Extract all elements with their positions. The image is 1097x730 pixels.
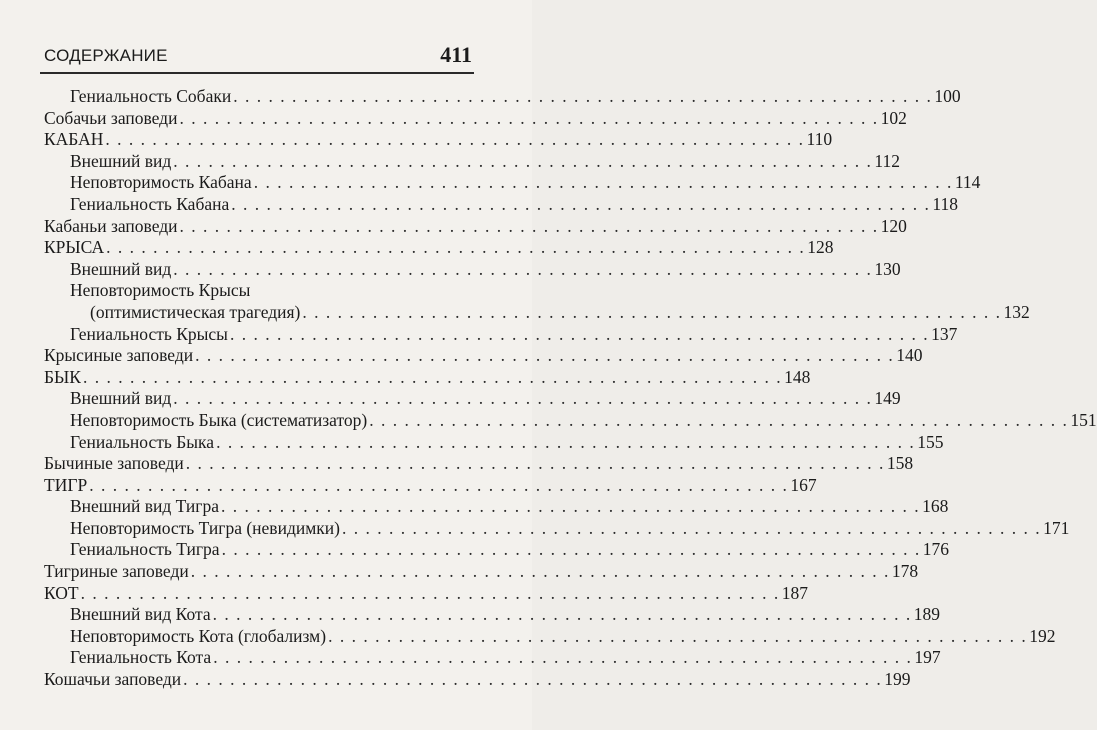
toc-entry-title: Кошачьи заповеди [44,669,182,690]
toc-entry-title: (оптимистическая трагедия) [90,301,301,322]
toc-entry-title: Гениальность Собаки [70,86,232,106]
dot-leader: . . . . . . . . . . . . . . . . . . . . . . . . . . . . . . . . . . . . . . . . . . . . . . . . . . . . . . . . . . . . [212,604,912,625]
dot-leader: . . . . . . . . . . . . . . . . . . . . . . . . . . . . . . . . . . . . . . . . . . . . . . . . . . . . . . . . . . . . [216,431,916,452]
toc-entry-title: Собачьи заповеди [44,107,178,128]
toc-entry-title: КРЫСА [44,237,105,258]
dot-leader: . . . . . . . . . . . . . . . . . . . . . . . . . . . . . . . . . . . . . . . . . . . . . . . . . . . . . . . . . . . . [253,172,953,193]
toc-entry-title: Неповторимость Быка (систематизатор) [70,409,368,430]
toc-entry-title: Гениальность Крысы [70,323,228,344]
toc-entry-page: 151 [1070,409,1097,430]
toc-entry [44,647,941,669]
dot-leader: . . . . . . . . . . . . . . . . . . . . . . . . . . . . . . . . . . . . . . . . . . . . . . . . . . . . . . . . . . . . [328,625,1028,646]
toc-entry-page: 100 [934,86,961,106]
dot-leader: . . . . . . . . . . . . . . . . . . . . . . . . . . . . . . . . . . . . . . . . . . . . . . . . . . . . . . . . . . . . [369,409,1069,430]
toc-entry-page: 187 [781,582,808,603]
toc-entry-title: Внешний вид [70,150,172,171]
toc-entry-title: БЫК [44,366,81,387]
toc-entry-page: 171 [1043,517,1070,538]
toc-entry [44,474,817,497]
dot-leader: . . . . . . . . . . . . . . . . . . . . . . . . . . . . . . . . . . . . . . . . . . . . . . . . . . . . . . . . . . . . [183,669,883,690]
toc-entry-title: Гениальность Быка [70,431,215,452]
dot-leader: . . . . . . . . . . . . . . . . . . . . . . . . . . . . . . . . . . . . . . . . . . . . . . . . . . . . . . . . . . . . [213,647,913,668]
toc-entry-title: Неповторимость Кота (глобализм) [70,625,327,646]
toc-entry [44,107,907,130]
toc-entry [44,345,923,367]
toc-entry [44,86,961,108]
toc-entry [44,388,901,410]
dot-leader: . . . . . . . . . . . . . . . . . . . . . . . . . . . . . . . . . . . . . . . . . . . . . . . . . . . . . . . . . . . . [231,193,931,214]
dot-leader: . . . . . . . . . . . . . . . . . . . . . . . . . . . . . . . . . . . . . . . . . . . . . . . . . . . . . . . . . . . . [179,107,879,128]
toc-entry-title: Неповторимость Крысы [70,280,251,301]
toc-entry [44,409,1097,432]
toc-entry [44,366,811,389]
toc-entry [44,453,914,475]
dot-leader: . . . . . . . . . . . . . . . . . . . . . . . . . . . . . . . . . . . . . . . . . . . . . . . . . . . . . . . . . . . . [105,129,805,150]
toc-entry-title: Неповторимость Кабана [70,172,252,193]
dot-leader: . . . . . . . . . . . . . . . . . . . . . . . . . . . . . . . . . . . . . . . . . . . . . . . . . . . . . . . . . . . . [173,150,873,171]
dot-leader: . . . . . . . . . . . . . . . . . . . . . . . . . . . . . . . . . . . . . . . . . . . . . . . . . . . . . . . . . . . . [82,366,783,387]
toc-entry [44,496,949,518]
toc-entry [44,193,958,216]
toc-entry-title: Бычиные заповеди [44,453,184,474]
toc-entry-title: Кабаньи заповеди [44,215,178,236]
toc-entry-title: ТИГР [44,474,88,495]
toc-entry [44,539,949,561]
dot-leader: . . . . . . . . . . . . . . . . . . . . . . . . . . . . . . . . . . . . . . . . . . . . . . . . . . . . . . . . . . . . [173,388,873,409]
toc-entry-page: 128 [807,237,834,258]
dot-leader: . . . . . . . . . . . . . . . . . . . . . . . . . . . . . . . . . . . . . . . . . . . . . . . . . . . . . . . . . . . . [221,539,921,560]
toc-entry [44,625,1056,648]
dot-leader: . . . . . . . . . . . . . . . . . . . . . . . . . . . . . . . . . . . . . . . . . . . . . . . . . . . . . . . . . . . . [106,237,806,258]
dot-leader: . . . . . . . . . . . . . . . . . . . . . . . . . . . . . . . . . . . . . . . . . . . . . . . . . . . . . . . . . . . . [173,258,873,279]
toc-entry-page: 176 [922,539,949,560]
toc-entry [44,669,911,691]
toc-entry-page: 199 [884,669,911,690]
toc-entry-title: Неповторимость Тигра (невидимки) [70,517,340,538]
toc-entry-title: КАБАН [44,129,104,150]
toc-entry-page: 189 [913,604,940,625]
toc-entry-page: 140 [896,345,923,366]
toc-entry [44,150,901,173]
running-head [44,42,472,72]
toc-entry [44,237,834,259]
dot-leader: . . . . . . . . . . . . . . . . . . . . . . . . . . . . . . . . . . . . . . . . . . . . . . . . . . . . . . . . . . . . [302,301,1002,322]
toc-entry [44,517,1070,540]
toc-entry-page: 158 [886,453,914,474]
toc-entry-page: 137 [931,323,958,344]
toc-entry [44,582,808,605]
dot-leader: . . . . . . . . . . . . . . . . . . . . . . . . . . . . . . . . . . . . . . . . . . . . . . . . . . . . . . . . . . . . [80,582,780,603]
dot-leader: . . . . . . . . . . . . . . . . . . . . . . . . . . . . . . . . . . . . . . . . . . . . . . . . . . . . . . . . . . . . [179,215,879,236]
dot-leader: . . . . . . . . . . . . . . . . . . . . . . . . . . . . . . . . . . . . . . . . . . . . . . . . . . . . . . . . . . . . [195,345,895,366]
toc-entry-page: 102 [880,107,907,128]
toc-entry-page: 149 [874,388,901,409]
toc-entry [44,215,907,238]
dot-leader: . . . . . . . . . . . . . . . . . . . . . . . . . . . . . . . . . . . . . . . . . . . . . . . . . . . . . . . . . . . . [220,496,921,517]
toc-entry-page: 192 [1029,625,1056,646]
toc-entry-page: 167 [790,474,817,495]
header-rule [40,72,474,74]
toc-entry-page: 132 [1003,301,1030,322]
toc-entry-title: Внешний вид [70,388,172,409]
toc-entry-title: Тигриные заповеди [44,561,189,582]
toc-entry-title: Внешний вид Тигра [70,496,219,517]
toc-entry-title: Гениальность Тигра [70,539,220,560]
toc-entry-page: 110 [806,129,833,150]
toc-entry-page: 155 [917,431,944,452]
page-number: 411 [440,42,472,67]
dot-leader: . . . . . . . . . . . . . . . . . . . . . . . . . . . . . . . . . . . . . . . . . . . . . . . . . . . . . . . . . . . . [185,453,885,474]
toc-entry-title: Крысиные заповеди [44,345,194,366]
toc-entry-page: 130 [874,258,901,279]
toc-entry-page: 148 [784,366,811,387]
dot-leader: . . . . . . . . . . . . . . . . . . . . . . . . . . . . . . . . . . . . . . . . . . . . . . . . . . . . . . . . . . . . [233,86,933,106]
running-title: СОДЕРЖАНИЕ [44,46,168,65]
toc-entry [44,323,958,346]
dot-leader: . . . . . . . . . . . . . . . . . . . . . . . . . . . . . . . . . . . . . . . . . . . . . . . . . . . . . . . . . . . . [229,323,930,344]
toc-entry [44,431,944,454]
toc-entry [44,604,940,626]
toc-entry-page: 118 [932,193,958,214]
toc-entry-title: Гениальность Кабана [70,193,230,214]
toc-entry [44,258,901,281]
toc-entry-page: 120 [880,215,907,236]
toc-entry [44,129,833,151]
toc-entry-page: 168 [922,496,949,517]
toc-entry-page: 112 [874,150,901,171]
toc-entry [44,172,981,194]
toc-entry-page: 178 [891,561,919,582]
toc-entry-title: Внешний вид [70,258,172,279]
toc-entry [44,561,919,583]
toc-entry-page: 197 [914,647,941,668]
toc-entry-page: 114 [954,172,981,193]
toc-entry [44,280,1030,323]
toc-entry-title: Гениальность Кота [70,647,212,668]
table-of-contents [44,86,1097,691]
dot-leader: . . . . . . . . . . . . . . . . . . . . . . . . . . . . . . . . . . . . . . . . . . . . . . . . . . . . . . . . . . . . [89,474,789,495]
dot-leader: . . . . . . . . . . . . . . . . . . . . . . . . . . . . . . . . . . . . . . . . . . . . . . . . . . . . . . . . . . . . [341,517,1042,538]
toc-entry-title: Внешний вид Кота [70,604,211,625]
dot-leader: . . . . . . . . . . . . . . . . . . . . . . . . . . . . . . . . . . . . . . . . . . . . . . . . . . . . . . . . . . . . [190,561,890,582]
toc-entry-title: КОТ [44,582,79,603]
